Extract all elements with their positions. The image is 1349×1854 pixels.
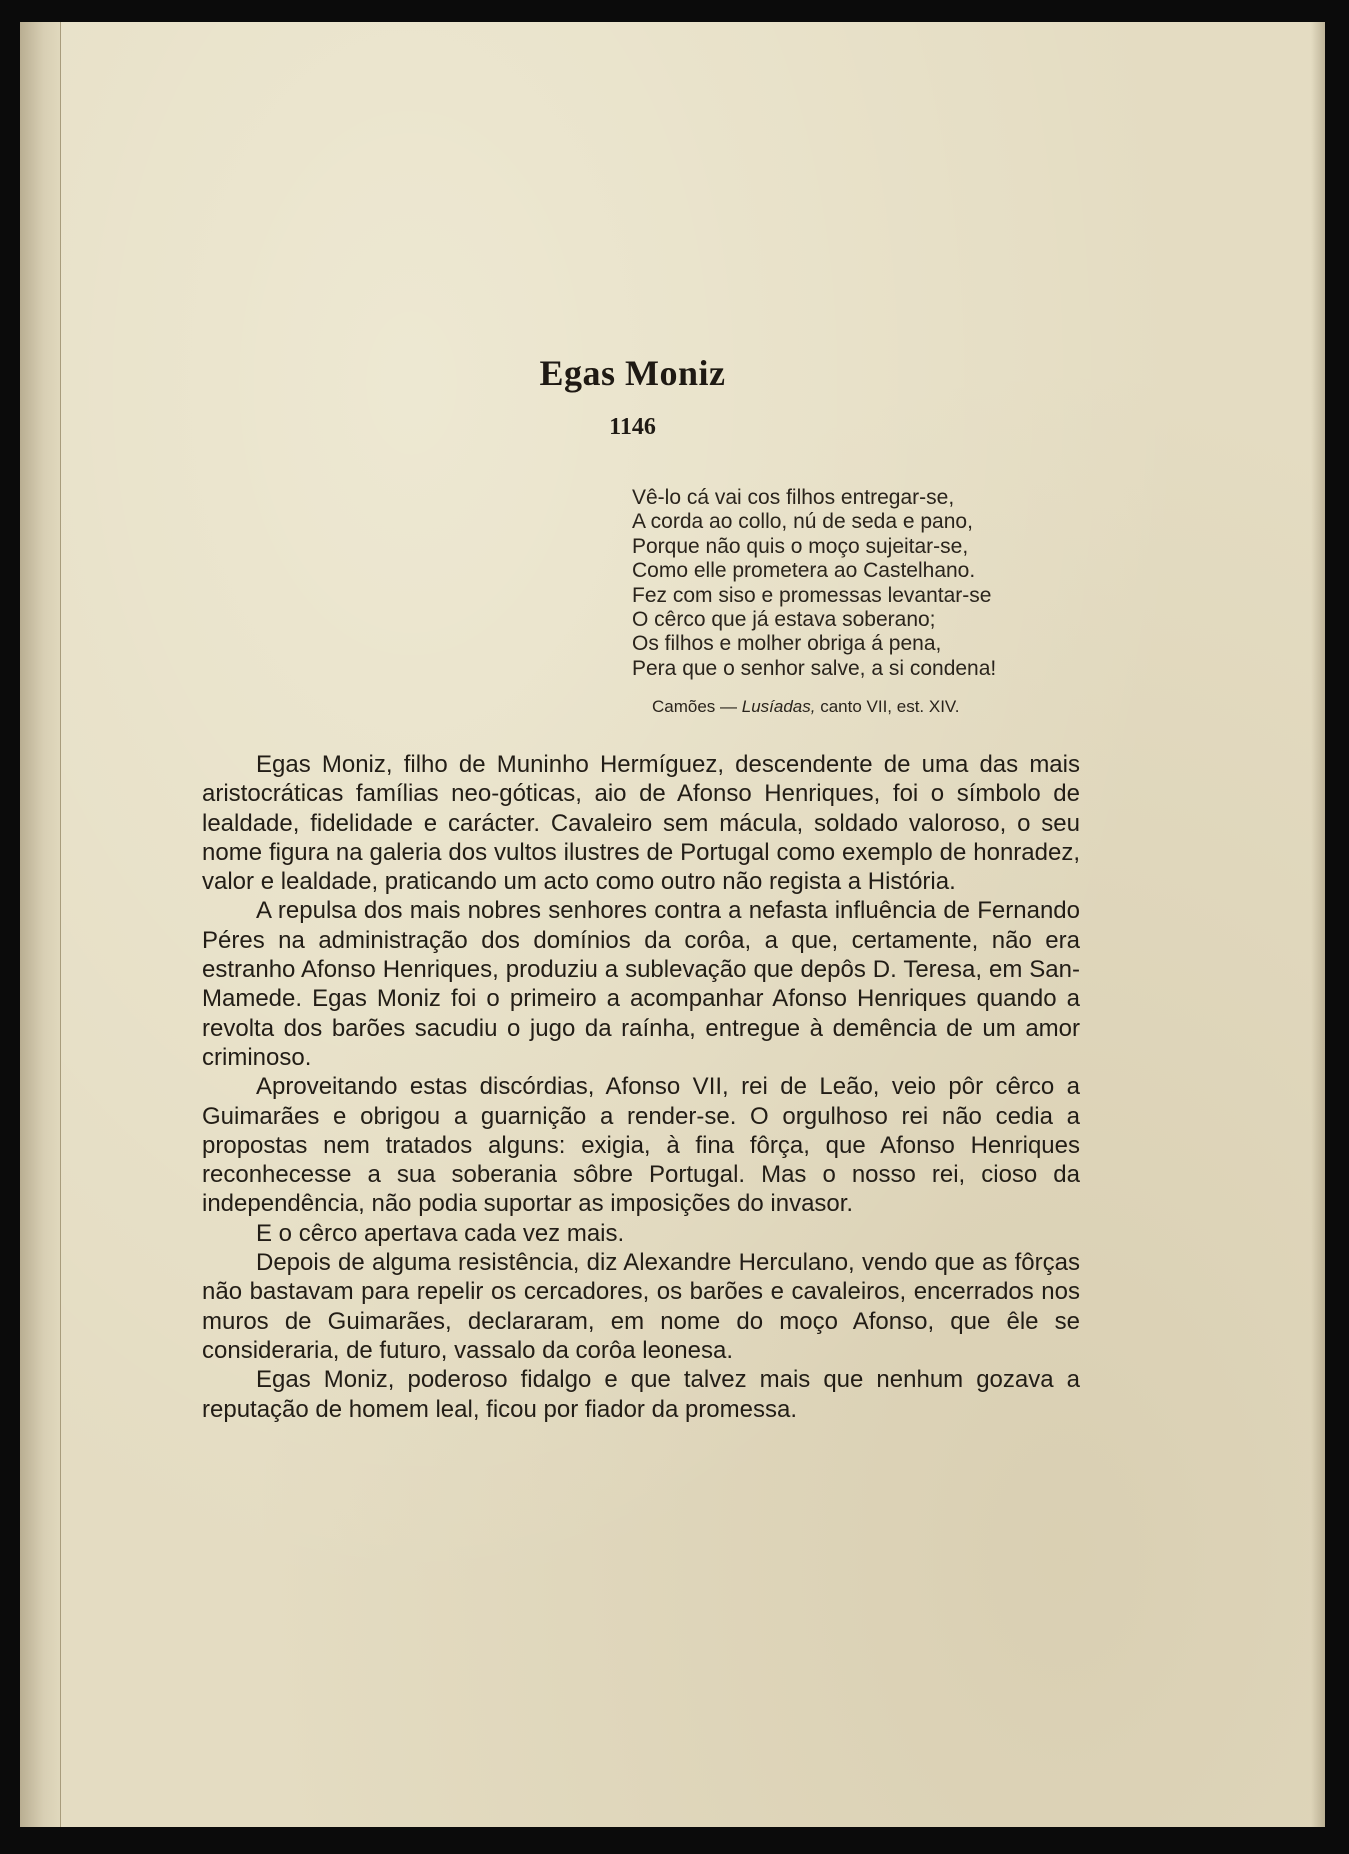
poem-line: Vê-lo cá vai cos filhos entregar-se, (632, 486, 955, 509)
poem-line: A corda ao collo, nú de seda e pano, (632, 510, 973, 534)
attribution-work: Lusíadas, (741, 697, 816, 716)
page-binding-edge (20, 22, 61, 1827)
paragraph: Depois de alguma resistência, diz Alexandre Herculano, vendo que as fôrças não bastavam para repelir os cercadores, os barões e cavaleiros, encerrados nos muros de Guimarães, declararam, em nome do moço Afonso, que êle se consideraria, de futuro, vassalo da corôa leonesa. (202, 1249, 1080, 1364)
body-text (202, 750, 1080, 1424)
chapter-year: 1146 (609, 414, 656, 440)
paragraph: Egas Moniz, filho de Muninho Hermíguez, descendente de uma das mais aristocráticas famílias neo-góticas, aio de Afonso Henriques, foi o símbolo de lealdade, fidelidade e carácter. Cavaleiro sem mácula, soldado valoroso, o seu nome figura na galeria dos vultos ilustres de Portugal como exemplo de honradez, valor e lealdade, praticando um acto como outro não regista a História. (202, 751, 1080, 896)
poem-line: Os filhos e molher obriga á pena, (632, 632, 942, 656)
paragraph: Egas Moniz, poderoso fidalgo e que talvez mais que nenhum gozava a reputação de homem leal, ficou por fiador da promessa. (202, 1366, 1080, 1423)
paragraph: E o cêrco apertava cada vez mais. (256, 1219, 625, 1247)
paragraph: A repulsa dos mais nobres senhores contra a nefasta influência de Fernando Péres na administração dos domínios da corôa, a que, certamente, não era estranho Afonso Henriques, produziu a sublevação que depôs D. Teresa, em San-Mamede. Egas Moniz foi o primeiro a acompanhar Afonso Henriques quando a revolta dos barões sacudiu o jugo da raínha, entregue à demência de um amor criminoso. (202, 897, 1080, 1071)
poem-line: Porque não quis o moço sujeitar-se, (632, 534, 969, 558)
book-page (20, 22, 1325, 1827)
poem-line: O cêrco que já estava soberano; (632, 608, 936, 632)
page-edge-shadow (1311, 22, 1325, 1827)
poem-line: Como elle prometera ao Castelhano. (632, 559, 976, 583)
paragraph: Aproveitando estas discórdias, Afonso VII, rei de Leão, veio pôr cêrco a Guimarães e obrigou a guarnição a render-se. O orgulhoso rei não cedia a propostas nem tratados alguns: exigia, à fina fôrça, que Afonso Henriques reconhecesse a sua soberania sôbre Portugal. Mas o nosso rei, cioso da independência, não podia suportar as imposições do invasor. (202, 1073, 1080, 1218)
attribution-author: Camões — (652, 697, 742, 716)
attribution-reference: canto VII, est. XIV. (815, 697, 960, 716)
chapter-title: Egas Moniz (539, 353, 726, 393)
epigraph-attribution (652, 697, 959, 717)
poem-line: Pera que o senhor salve, a si condena! (632, 656, 997, 680)
epigraph-poem (632, 486, 1072, 681)
poem-line: Fez com siso e promessas levantar-se (632, 583, 992, 607)
